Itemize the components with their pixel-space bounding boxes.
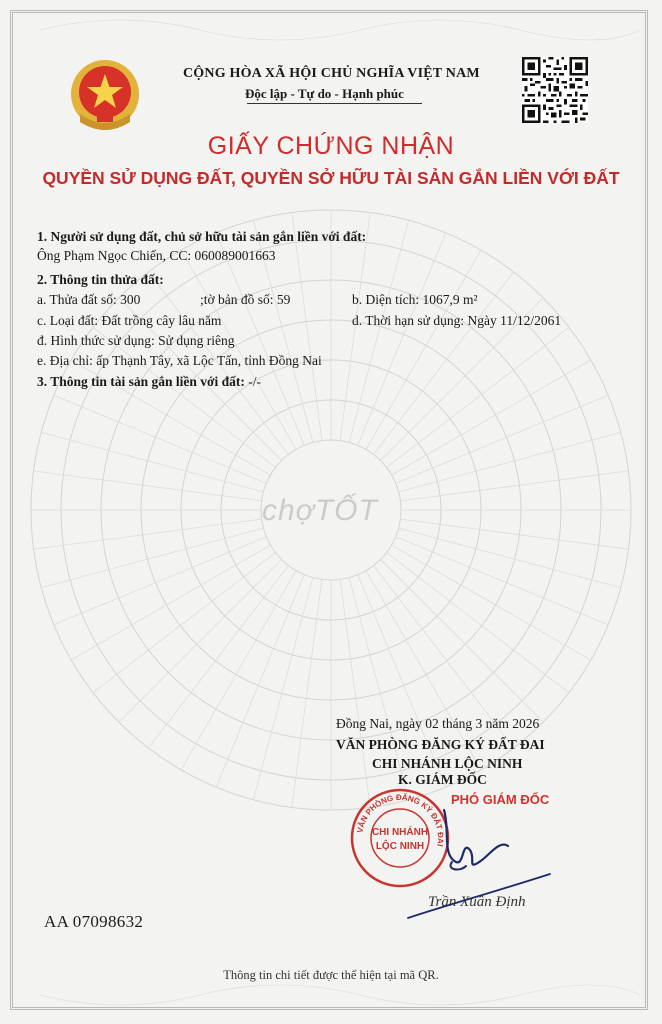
usage-form: đ. Hình thức sử dụng: Sử dụng riêng [37, 333, 235, 348]
national-motto: Độc lập - Tự do - Hạnh phúc [245, 86, 404, 101]
certificate-subtitle: QUYỀN SỬ DỤNG ĐẤT, QUYỀN SỞ HỮU TÀI SẢN GẮN LIỀN VỚI ĐẤT [42, 168, 620, 188]
section3-line [37, 374, 261, 390]
national-title: CỘNG HÒA XÃ HỘI CHỦ NGHĨA VIỆT NAM [183, 66, 480, 81]
seal-inner-text-1: CHI NHÁNH [371, 827, 429, 838]
parcel-number: a. Thửa đất số: 300 [37, 292, 141, 307]
section1-heading: 1. Người sử dụng đất, chủ sở hữu tài sản gắn liền với đất: [37, 229, 367, 244]
marketplace-watermark: chợTỐT [262, 494, 378, 527]
seal-inner-text-2: LỘC NINH [375, 841, 425, 852]
deputy-director-title: PHÓ GIÁM ĐỐC [451, 792, 550, 807]
section2-heading: 2. Thông tin thửa đất: [37, 272, 164, 287]
parcel-area: b. Diện tích: 1067,9 m² [352, 292, 478, 307]
owner-line: Ông Phạm Ngọc Chiến, CC: 060089001663 [37, 248, 276, 263]
office-name-line1: VĂN PHÒNG ĐĂNG KÝ ĐẤT ĐAI [336, 737, 545, 752]
qr-info-note: Thông tin chi tiết được thể hiện tại mã QR. [223, 968, 439, 982]
section3-heading: 3. Thông tin tài sản gắn liền với đất: [37, 374, 245, 389]
place-and-date: Đồng Nai, ngày 02 tháng 3 năm 2026 [336, 716, 540, 731]
national-emblem-icon [64, 56, 146, 138]
office-name-line2: CHI NHÁNH LỘC NINH [372, 756, 523, 771]
certificate-serial-number: AA 07098632 [44, 912, 144, 931]
land-type: c. Loại đất: Đất trồng cây lâu năm [37, 313, 222, 328]
motto-underline [247, 103, 422, 104]
parcel-address: e. Địa chỉ: ấp Thạnh Tây, xã Lộc Tấn, tỉnh Đồng Nai [37, 353, 322, 368]
section3-value: -/- [248, 374, 262, 389]
on-behalf-title: K. GIÁM ĐỐC [398, 772, 487, 787]
map-sheet-number: ;tờ bản đồ số: 59 [200, 292, 291, 307]
qr-code-icon[interactable] [522, 57, 588, 123]
signer-name: Trần Xuân Định [428, 894, 526, 910]
certificate-title: GIẤY CHỨNG NHẬN [207, 132, 455, 160]
seal-ring-text: VĂN PHÒNG ĐĂNG KÝ ĐẤT ĐAI [355, 792, 446, 848]
usage-term: d. Thời hạn sử dụng: Ngày 11/12/2061 [352, 313, 562, 328]
